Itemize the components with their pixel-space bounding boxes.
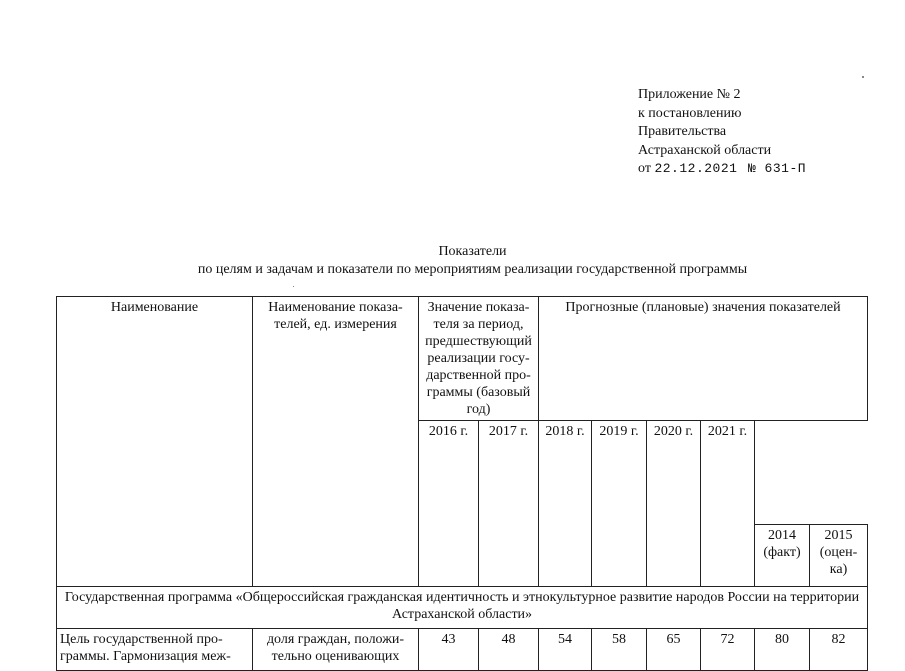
header-year-2021: 2021 г. — [701, 421, 755, 587]
header-forecast: Прогнозные (плановые) значения показателей — [539, 297, 868, 421]
value-2015: 48 — [479, 629, 539, 671]
program-title-row: Государственная программа «Общероссийская гражданская идентичность и этнокультурное развитие народов России на территории Астраханской области» — [57, 587, 868, 629]
scan-speck — [862, 76, 864, 78]
date-value: 22.12.2021 — [654, 161, 738, 176]
row-indicator-name: доля граждан, положи-тельно оценивающих — [253, 629, 419, 671]
value-2014: 43 — [419, 629, 479, 671]
header-year-2017: 2017 г. — [479, 421, 539, 587]
value-2019: 72 — [701, 629, 755, 671]
appendix-line-3: Правительства — [638, 124, 727, 139]
value-2020: 80 — [755, 629, 810, 671]
row-goal-name: Цель государственной про-граммы. Гармонизация меж- — [57, 629, 253, 671]
header-base-value: Значение показа-теля за период, предшествующий реализации госу-дарственной про-граммы (базовый год) — [419, 297, 539, 421]
header-name: Наименование — [57, 297, 253, 587]
header-year-2019: 2019 г. — [592, 421, 647, 587]
value-2021: 82 — [810, 629, 868, 671]
value-2018: 65 — [647, 629, 701, 671]
scan-speck — [293, 286, 294, 287]
header-year-2016: 2016 г. — [419, 421, 479, 587]
table-row — [57, 629, 868, 671]
heading-subtitle: по целям и задачам и показатели по мероприятиям реализации государственной программы — [197, 262, 748, 277]
date-prefix: от — [638, 161, 651, 176]
document-number: № 631-П — [747, 161, 807, 176]
header-year-2018: 2018 г. — [539, 421, 592, 587]
header-year-2015: 2015 (оцен-ка) — [810, 525, 868, 587]
appendix-block — [638, 86, 806, 179]
document-heading — [0, 243, 905, 279]
appendix-date-line — [638, 160, 806, 179]
heading-title: Показатели — [438, 244, 507, 259]
header-year-2014: 2014 (факт) — [755, 525, 810, 587]
appendix-line-4: Астраханской области — [638, 142, 772, 158]
appendix-line-1: Приложение № 2 — [638, 87, 741, 102]
appendix-line-2: к постановлению — [638, 105, 742, 121]
header-year-2020: 2020 г. — [647, 421, 701, 587]
header-indicator: Наименование показа-телей, ед. измерения — [253, 297, 419, 587]
value-2017: 58 — [592, 629, 647, 671]
value-2016: 54 — [539, 629, 592, 671]
indicators-table — [56, 296, 868, 671]
